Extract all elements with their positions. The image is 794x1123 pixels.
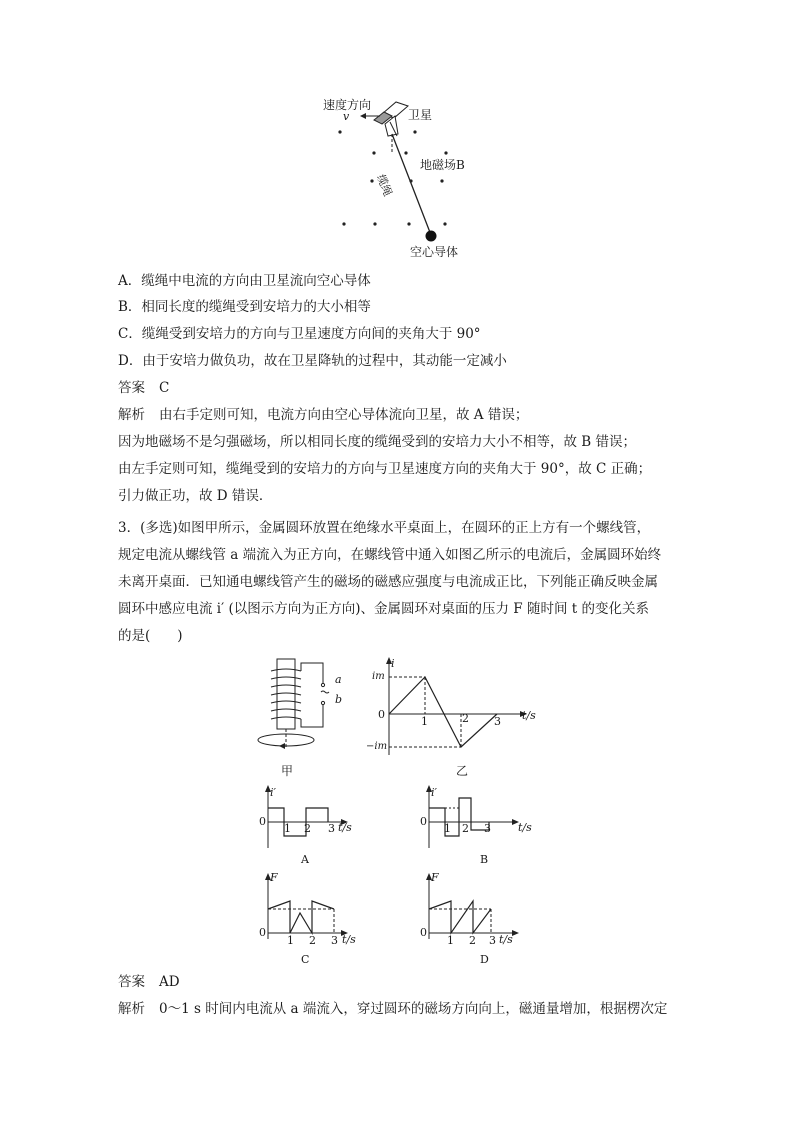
d-tick-2: 2 [469, 934, 476, 947]
option-b: B．相同长度的缆绳受到安培力的大小相等 [118, 299, 371, 315]
velocity-label: 速度方向 [323, 98, 372, 112]
d-tick-1: 1 [447, 934, 454, 947]
jia-label: 甲 [281, 764, 294, 778]
a-x-axis: t/s [338, 821, 352, 834]
b-y-axis: i′ [431, 786, 438, 799]
answer-label: 答案 [118, 380, 145, 396]
analysis-label: 解析 [118, 407, 145, 423]
d-y-axis: F [431, 871, 439, 884]
yi-neg-im: −im [366, 741, 388, 752]
analysis-label: 解析 [118, 1001, 145, 1017]
c-label: C [301, 953, 310, 966]
yi-x-axis: t/s [522, 709, 536, 722]
option-d: D．由于安培力做负功，故在卫星降轨的过程中，其动能一定减小 [118, 353, 507, 369]
c-tick-1: 1 [287, 934, 294, 947]
satellite-cable-figure [300, 90, 500, 265]
yi-im: im [372, 671, 385, 682]
analysis-text: 0～1 s 时间内电流从 a 端流入，穿过圆环的磁场方向向上，磁通量增加，根据楞次定 [159, 1001, 668, 1017]
solenoid-figure [255, 655, 345, 750]
analysis-q2-line-2: 因为地磁场不是匀强磁场，所以相同长度的缆绳受到的安培力大小不相等，故 B 错误； [118, 434, 637, 450]
a-y-axis: i′ [270, 786, 277, 799]
answer-q2 [118, 378, 169, 398]
d-origin: 0 [420, 926, 427, 939]
answer-value: AD [159, 974, 180, 990]
option-c: C．缆绳受到安培力的方向与卫星速度方向间的夹角大于 90° [118, 326, 481, 342]
graph-option-a [262, 785, 362, 850]
a-origin: 0 [259, 815, 266, 828]
analysis-q2-line-1 [118, 405, 528, 425]
c-tick-2: 2 [309, 934, 316, 947]
b-tick-2: 2 [462, 822, 469, 835]
answer-q3 [118, 972, 180, 992]
a-tick-1: 1 [284, 822, 291, 835]
field-dots [338, 130, 447, 225]
yi-origin: 0 [378, 708, 385, 721]
c-tick-3: 3 [331, 934, 338, 947]
b-tick-3: 3 [484, 822, 491, 835]
cable-label: 缆绳 [374, 172, 395, 199]
b-x-axis: t/s [518, 821, 532, 834]
analysis-q3-line-1 [118, 999, 667, 1019]
analysis-q2-line-4: 引力做正功，故 D 错误． [118, 488, 273, 504]
answer-value: C [159, 380, 170, 396]
answer-label: 答案 [118, 974, 145, 990]
question3-line-5: 的是( ) [118, 628, 183, 644]
c-origin: 0 [259, 926, 266, 939]
c-y-axis: F [270, 871, 278, 884]
current-graph-yi [365, 657, 545, 757]
yi-tick-1: 1 [421, 715, 428, 728]
d-label: D [480, 953, 489, 966]
c-x-axis: t/s [342, 933, 356, 946]
question3-line-4: 圆环中感应电流 i′ (以图示方向为正方向)、金属圆环对桌面的压力 F 随时间 t 的变化关系 [118, 601, 649, 617]
b-tick-1: 1 [444, 822, 451, 835]
graph-option-b [423, 785, 523, 850]
current-trace [389, 677, 497, 747]
conductor-label: 空心导体 [410, 245, 459, 259]
terminal-b: b [335, 693, 343, 706]
question3-line-3: 未离开桌面．已知通电螺线管产生的磁场的磁感应强度与电流成正比，下列能正确反映金属 [118, 574, 658, 590]
yi-tick-2: 2 [462, 712, 469, 725]
terminal-a: a [335, 673, 342, 686]
analysis-text: 由右手定则可知，电流方向由空心导体流向卫星，故 A 错误； [159, 407, 529, 423]
analysis-q2-line-3: 由左手定则可知，缆绳受到的安培力的方向与卫星速度方向的夹角大于 90°，故 C 正确； [118, 461, 652, 477]
yi-y-axis: i [391, 657, 395, 670]
satellite-icon [374, 102, 408, 136]
a-label: A [301, 853, 309, 866]
d-x-axis: t/s [499, 933, 513, 946]
question3-line-1: 3．(多选)如图甲所示，金属圆环放置在绝缘水平桌面上，在圆环的正上方有一个螺线管， [118, 520, 651, 536]
v-symbol: v [343, 110, 350, 123]
option-a: A．缆绳中电流的方向由卫星流向空心导体 [118, 273, 371, 289]
question3-line-2: 规定电流从螺线管 a 端流入为正方向，在螺线管中通入如图乙所示的电流后，金属圆环始终 [118, 547, 662, 563]
b-label: B [480, 853, 489, 866]
field-label: 地磁场B [420, 158, 465, 172]
yi-tick-3: 3 [494, 715, 501, 728]
cable-line [392, 134, 431, 235]
b-origin: 0 [420, 815, 427, 828]
yi-label: 乙 [456, 764, 469, 778]
a-tick-3: 3 [328, 822, 335, 835]
hollow-conductor-ball [426, 231, 437, 242]
a-tick-2: 2 [304, 822, 311, 835]
satellite-label: 卫星 [408, 108, 433, 122]
d-tick-3: 3 [489, 934, 496, 947]
